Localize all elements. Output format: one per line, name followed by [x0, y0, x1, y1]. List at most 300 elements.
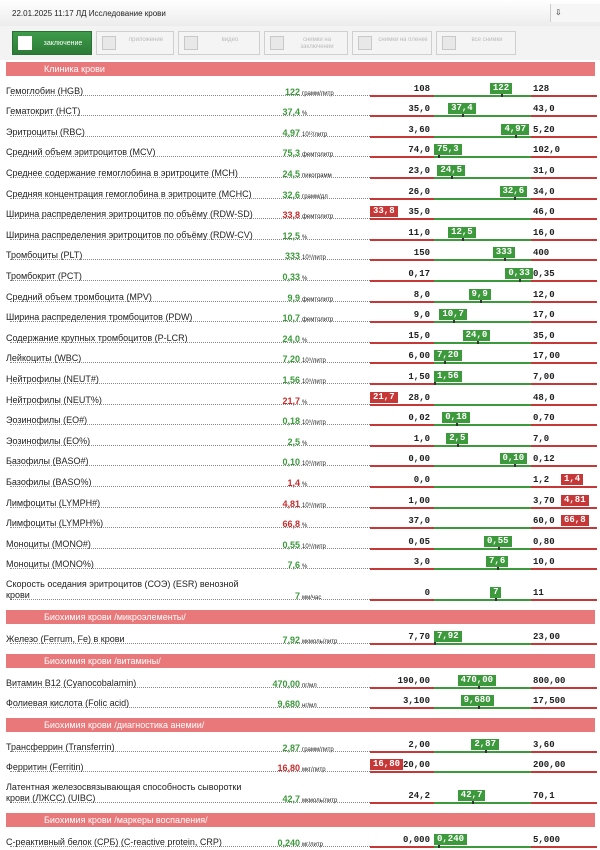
normal-zone-bar	[434, 218, 531, 220]
reference-high: 48,0	[533, 392, 555, 403]
unit-label: 10⁹/литр	[302, 502, 326, 509]
result-row	[0, 119, 600, 140]
normal-zone-bar	[434, 259, 531, 261]
reference-high: 102,0	[533, 145, 561, 156]
unit-label: 10¹²/литр	[302, 131, 328, 138]
high-zone-bar	[531, 643, 597, 645]
toolbar-button-label: заключение	[43, 40, 83, 47]
toolbar-button-1[interactable]	[96, 31, 174, 55]
reference-scale	[370, 691, 597, 712]
unit-label: пг/мл	[302, 682, 317, 689]
low-zone-bar	[370, 362, 434, 364]
section-header: Биохимия крови /диагностика анемии/	[6, 718, 595, 732]
high-zone-bar	[531, 321, 597, 323]
low-zone-bar	[370, 802, 434, 804]
low-zone-bar	[370, 846, 434, 848]
high-zone-bar	[531, 177, 597, 179]
reference-scale	[370, 366, 597, 387]
toolbar-button-0[interactable]	[12, 31, 92, 55]
normal-zone-bar	[434, 643, 531, 645]
normal-zone-bar	[434, 177, 531, 179]
reference-scale	[370, 775, 597, 806]
normal-zone-bar	[434, 198, 531, 200]
analyte-name: Среднее содержание гемоглобина в эритроците (MCH)	[6, 167, 238, 178]
result-row	[0, 626, 600, 647]
result-value: 32,6	[282, 189, 300, 200]
reference-low: 190,00	[397, 675, 430, 686]
reference-scale	[370, 222, 597, 243]
unit-label: %	[302, 111, 308, 118]
result-value: 0,240	[277, 837, 300, 848]
reference-low: 0,05	[408, 536, 430, 547]
analyte-name: Нейтрофилы (NEUT#)	[6, 373, 99, 384]
result-marker: 9,9	[469, 289, 491, 300]
reference-scale	[370, 408, 597, 429]
result-marker: 33,8	[370, 206, 398, 217]
high-zone-bar	[531, 259, 597, 261]
reference-high: 0,35	[533, 268, 555, 279]
result-row	[0, 202, 600, 223]
high-zone-bar	[531, 218, 597, 220]
low-zone-bar	[370, 707, 434, 709]
toolbar-button-label: снимки на заключении	[300, 37, 334, 50]
result-value: 21,7	[282, 395, 300, 406]
low-zone-bar	[370, 568, 434, 570]
result-row	[0, 78, 600, 99]
reference-high: 34,0	[533, 186, 555, 197]
result-row	[0, 490, 600, 511]
reference-high: 23,00	[533, 631, 561, 642]
normal-zone-bar	[434, 465, 531, 467]
result-marker: 2,5	[446, 433, 468, 444]
unit-label: %	[302, 337, 308, 344]
reference-high: 11	[533, 588, 544, 599]
result-row	[0, 325, 600, 346]
analyte-name: Лимфоциты (LYMPH%)	[6, 518, 104, 529]
reference-low: 0,0	[413, 474, 430, 485]
result-marker: 7,6	[486, 556, 508, 567]
high-zone-bar	[531, 465, 597, 467]
result-value: 0,33	[282, 271, 300, 282]
high-zone-bar	[531, 424, 597, 426]
normal-zone-bar	[434, 342, 531, 344]
result-marker: 0,33	[505, 268, 533, 279]
unit-label: мкмоль/литр	[302, 638, 338, 645]
reference-high: 5,20	[533, 124, 555, 135]
unit-label: 10⁹/литр	[302, 543, 326, 550]
reference-high: 10,0	[533, 557, 555, 568]
reference-low: 0	[424, 588, 430, 599]
high-zone-bar	[531, 527, 597, 529]
high-zone-bar	[531, 507, 597, 509]
result-row	[0, 284, 600, 305]
result-marker: 12,5	[448, 227, 476, 238]
result-row	[0, 511, 600, 532]
result-row	[0, 755, 600, 776]
reference-low: 0,02	[408, 413, 430, 424]
analyte-name: Моноциты (MONO%)	[6, 559, 94, 570]
result-value: 33,8	[282, 210, 300, 221]
result-row	[0, 734, 600, 755]
analyte-name: Ширина распределения эритроцитов по объёму (RDW-SD)	[6, 209, 253, 220]
result-row	[0, 428, 600, 449]
section-header: Клиника крови	[6, 62, 595, 76]
reference-low: 8,0	[413, 289, 430, 300]
reference-low: 0,00	[408, 454, 430, 465]
reference-scale	[370, 670, 597, 691]
low-zone-bar	[370, 218, 434, 220]
result-row	[0, 305, 600, 326]
result-marker: 0,10	[500, 453, 528, 464]
reference-low: 6,00	[408, 351, 430, 362]
reference-scale	[370, 160, 597, 181]
high-zone-bar	[531, 198, 597, 200]
reference-scale	[370, 552, 597, 573]
result-marker: 333	[493, 247, 515, 258]
low-zone-bar	[370, 486, 434, 488]
result-marker: 1,4	[561, 474, 583, 485]
toolbar-button-3[interactable]	[264, 31, 348, 55]
reference-scale	[370, 626, 597, 647]
unit-label: %	[302, 399, 308, 406]
low-zone-bar	[370, 445, 434, 447]
result-value: 7,6	[287, 560, 300, 571]
normal-zone-bar	[434, 751, 531, 753]
reference-scale	[370, 449, 597, 470]
images-icon	[270, 36, 284, 50]
film-icon	[358, 36, 372, 50]
normal-zone-bar	[434, 404, 531, 406]
normal-zone-bar	[434, 95, 531, 97]
high-zone-bar	[531, 136, 597, 138]
play-icon	[184, 36, 198, 50]
reference-high: 16,0	[533, 227, 555, 238]
reference-high: 7,00	[533, 371, 555, 382]
unit-label: грамм/литр	[302, 746, 334, 753]
reference-low: 3,60	[408, 124, 430, 135]
low-zone-bar	[370, 599, 434, 601]
toolbar-button-5[interactable]	[436, 31, 516, 55]
high-zone-bar	[531, 802, 597, 804]
low-zone-bar	[370, 465, 434, 467]
result-row	[0, 691, 600, 712]
result-marker: 470,00	[458, 675, 496, 686]
result-row	[0, 263, 600, 284]
result-row	[0, 181, 600, 202]
result-value: 4,81	[282, 498, 300, 509]
result-value: 2,5	[287, 436, 300, 447]
analyte-name: Лимфоциты (LYMPH#)	[6, 497, 101, 508]
analyte-name: Средний объем эритроцитов (MCV)	[6, 147, 156, 158]
result-value: 4,97	[282, 127, 300, 138]
reference-scale	[370, 263, 597, 284]
reference-low: 24,2	[408, 791, 430, 802]
reference-low: 15,0	[408, 330, 430, 341]
result-row	[0, 572, 600, 603]
reference-low: 3,0	[413, 557, 430, 568]
grid-icon	[442, 36, 456, 50]
normal-zone-bar	[434, 362, 531, 364]
high-zone-bar	[531, 771, 597, 773]
low-zone-bar	[370, 383, 434, 385]
low-zone-bar	[370, 259, 434, 261]
analyte-name: Ширина распределения эритроцитов по объёму (RDW-CV)	[6, 229, 253, 240]
unit-label: 10⁹/литр	[302, 378, 326, 385]
result-marker: 66,8	[561, 515, 589, 526]
reference-low: 0,17	[408, 268, 430, 279]
analyte-name: Скорость оседания эритроцитов (СОЭ) (ESR) венозной крови	[6, 579, 239, 601]
normal-zone-bar	[434, 707, 531, 709]
result-marker: 16,80	[370, 759, 403, 770]
reference-high: 800,00	[533, 675, 566, 686]
reference-low: 9,0	[413, 310, 430, 321]
high-zone-bar	[531, 707, 597, 709]
toolbar	[0, 26, 600, 60]
high-zone-bar	[531, 486, 597, 488]
conclusion-download-button[interactable]	[550, 4, 600, 22]
result-value: 1,4	[287, 477, 300, 488]
reference-high: 12,0	[533, 289, 555, 300]
low-zone-bar	[370, 321, 434, 323]
reference-high: 17,500	[533, 696, 566, 707]
result-value: 2,87	[282, 742, 300, 753]
reference-scale	[370, 469, 597, 490]
analyte-name: Ширина распределения тромбоцитов (PDW)	[6, 312, 193, 323]
normal-zone-bar	[434, 507, 531, 509]
analyte-name: Средний объем тромбоцита (MPV)	[6, 291, 152, 302]
toolbar-button-2[interactable]	[178, 31, 260, 55]
reference-high: 200,00	[533, 760, 566, 771]
high-zone-bar	[531, 95, 597, 97]
result-value: 7	[294, 591, 300, 602]
analyte-name: Средняя концентрация гемоглобина в эритроците (MCHC)	[6, 188, 252, 199]
unit-label: 10⁹/литр	[302, 358, 326, 365]
reference-high: 35,0	[533, 330, 555, 341]
result-value: 10,7	[282, 313, 300, 324]
unit-label: мг/литр	[302, 841, 323, 848]
low-zone-bar	[370, 301, 434, 303]
analyte-name: Гематокрит (HCT)	[6, 106, 81, 117]
high-zone-bar	[531, 751, 597, 753]
reference-scale	[370, 511, 597, 532]
analyte-name: Фолиевая кислота (Folic acid)	[6, 698, 130, 709]
analyte-name: Гемоглобин (HGB)	[6, 85, 84, 96]
analyte-name: Содержание крупных тромбоцитов (P-LCR)	[6, 332, 188, 343]
result-value: 0,55	[282, 539, 300, 550]
high-zone-bar	[531, 687, 597, 689]
reference-scale	[370, 755, 597, 776]
reference-scale	[370, 531, 597, 552]
low-zone-bar	[370, 527, 434, 529]
result-marker: 0,240	[434, 834, 467, 845]
analyte-name: Нейтрофилы (NEUT%)	[6, 394, 102, 405]
high-zone-bar	[531, 568, 597, 570]
result-value: 12,5	[282, 230, 300, 241]
reference-scale	[370, 572, 597, 603]
normal-zone-bar	[434, 301, 531, 303]
unit-label: фемтолитр	[302, 296, 334, 303]
result-value: 24,0	[282, 333, 300, 344]
reference-high: 0,70	[533, 413, 555, 424]
result-value: 37,4	[282, 107, 300, 118]
reference-scale	[370, 243, 597, 264]
normal-zone-bar	[434, 424, 531, 426]
low-zone-bar	[370, 136, 434, 138]
reference-high: 1,2	[533, 474, 550, 485]
analyte-name: Лейкоциты (WBC)	[6, 353, 82, 364]
reference-low: 11,0	[408, 227, 430, 238]
unit-label: грамм/дл	[302, 193, 328, 200]
unit-label: фемтолитр	[302, 152, 334, 159]
reference-high: 17,00	[533, 351, 561, 362]
high-zone-bar	[531, 404, 597, 406]
analyte-name: Базофилы (BASO#)	[6, 456, 89, 467]
low-zone-bar	[370, 548, 434, 550]
reference-low: 35,0	[408, 207, 430, 218]
result-row	[0, 829, 600, 850]
result-row	[0, 387, 600, 408]
reference-low: 20,00	[402, 760, 430, 771]
result-marker: 24,0	[463, 330, 491, 341]
result-value: 333	[284, 251, 300, 262]
result-value: 24,5	[282, 168, 300, 179]
unit-label: нг/мл	[302, 703, 317, 710]
result-marker: 75,3	[434, 144, 462, 155]
analyte-name: С-реактивный белок (СРБ) (C-reactive protein, CRP)	[6, 836, 222, 847]
result-row	[0, 366, 600, 387]
result-marker: 1,56	[434, 371, 462, 382]
toolbar-button-label: все снимки	[471, 37, 503, 43]
reference-low: 2,00	[408, 739, 430, 750]
high-zone-bar	[531, 342, 597, 344]
reference-high: 46,0	[533, 207, 555, 218]
result-value: 66,8	[282, 519, 300, 530]
unit-label: мм/час	[302, 595, 322, 602]
reference-high: 0,80	[533, 536, 555, 547]
analyte-name: Эритроциты (RBC)	[6, 126, 85, 137]
reference-scale	[370, 202, 597, 223]
unit-label: %	[302, 275, 308, 282]
reference-high: 60,0	[533, 516, 555, 527]
unit-label: грамм/литр	[302, 90, 334, 97]
result-marker: 0,18	[442, 412, 470, 423]
reference-scale	[370, 140, 597, 161]
normal-zone-bar	[434, 445, 531, 447]
high-zone-bar	[531, 239, 597, 241]
unit-label: фемтолитр	[302, 214, 334, 221]
reference-high: 400	[533, 248, 550, 259]
reference-low: 26,0	[408, 186, 430, 197]
reference-high: 17,0	[533, 310, 555, 321]
section-header: Биохимия крови /маркеры воспаления/	[6, 813, 595, 827]
reference-low: 1,50	[408, 371, 430, 382]
low-zone-bar	[370, 771, 434, 773]
reference-scale	[370, 119, 597, 140]
low-zone-bar	[370, 751, 434, 753]
reference-high: 0,12	[533, 454, 555, 465]
low-zone-bar	[370, 424, 434, 426]
reference-high: 70,1	[533, 791, 555, 802]
low-zone-bar	[370, 198, 434, 200]
normal-zone-bar	[434, 239, 531, 241]
normal-zone-bar	[434, 486, 531, 488]
result-marker: 4,81	[561, 495, 589, 506]
result-row	[0, 552, 600, 573]
unit-label: фемтолитр	[302, 317, 334, 324]
high-zone-bar	[531, 280, 597, 282]
section-header: Биохимия крови /витамины/	[6, 654, 595, 668]
result-row	[0, 243, 600, 264]
unit-label: %	[302, 481, 308, 488]
analyte-name: Тромбоциты (PLT)	[6, 250, 83, 261]
result-value: 16,80	[277, 763, 300, 774]
normal-zone-bar	[434, 846, 531, 848]
analyte-name: Базофилы (BASO%)	[6, 476, 92, 487]
reference-low: 37,0	[408, 516, 430, 527]
toolbar-button-4[interactable]	[352, 31, 432, 55]
result-row	[0, 222, 600, 243]
reference-low: 35,0	[408, 104, 430, 115]
low-zone-bar	[370, 280, 434, 282]
low-zone-bar	[370, 342, 434, 344]
result-row	[0, 160, 600, 181]
unit-label: %	[302, 234, 308, 241]
normal-zone-bar	[434, 771, 531, 773]
reference-low: 28,0	[408, 392, 430, 403]
low-zone-bar	[370, 404, 434, 406]
result-value: 7,20	[282, 354, 300, 365]
analyte-name: Моноциты (MONO#)	[6, 538, 91, 549]
result-value: 0,18	[282, 416, 300, 427]
reference-low: 74,0	[408, 145, 430, 156]
reference-scale	[370, 284, 597, 305]
reference-low: 1,00	[408, 495, 430, 506]
reference-high: 43,0	[533, 104, 555, 115]
result-value: 7,92	[282, 634, 300, 645]
normal-zone-bar	[434, 156, 531, 158]
analyte-name: Витамин B12 (Cyanocobalamin)	[6, 677, 137, 688]
result-marker: 42,7	[458, 790, 486, 801]
reference-scale	[370, 305, 597, 326]
result-marker: 32,6	[500, 186, 528, 197]
normal-zone-bar	[434, 383, 531, 385]
result-marker: 122	[490, 83, 512, 94]
result-marker: 7,20	[434, 350, 462, 361]
result-marker: 2,87	[471, 739, 499, 750]
analyte-name: Тромбокрит (PCT)	[6, 270, 82, 281]
reference-low: 1,0	[413, 433, 430, 444]
toolbar-button-label: приложение	[128, 37, 164, 43]
low-zone-bar	[370, 687, 434, 689]
result-marker: 7	[490, 587, 501, 598]
result-row	[0, 449, 600, 470]
normal-zone-bar	[434, 115, 531, 117]
low-zone-bar	[370, 95, 434, 97]
normal-zone-bar	[434, 321, 531, 323]
reference-high: 31,0	[533, 165, 555, 176]
reference-scale	[370, 428, 597, 449]
high-zone-bar	[531, 383, 597, 385]
reference-high: 5,000	[533, 834, 561, 845]
result-value: 1,56	[282, 374, 300, 385]
unit-label: 10⁹/литр	[302, 255, 326, 262]
reference-scale	[370, 734, 597, 755]
unit-label: 10⁹/литр	[302, 461, 326, 468]
normal-zone-bar	[434, 280, 531, 282]
low-zone-bar	[370, 115, 434, 117]
high-zone-bar	[531, 362, 597, 364]
reference-high: 3,70	[533, 495, 555, 506]
